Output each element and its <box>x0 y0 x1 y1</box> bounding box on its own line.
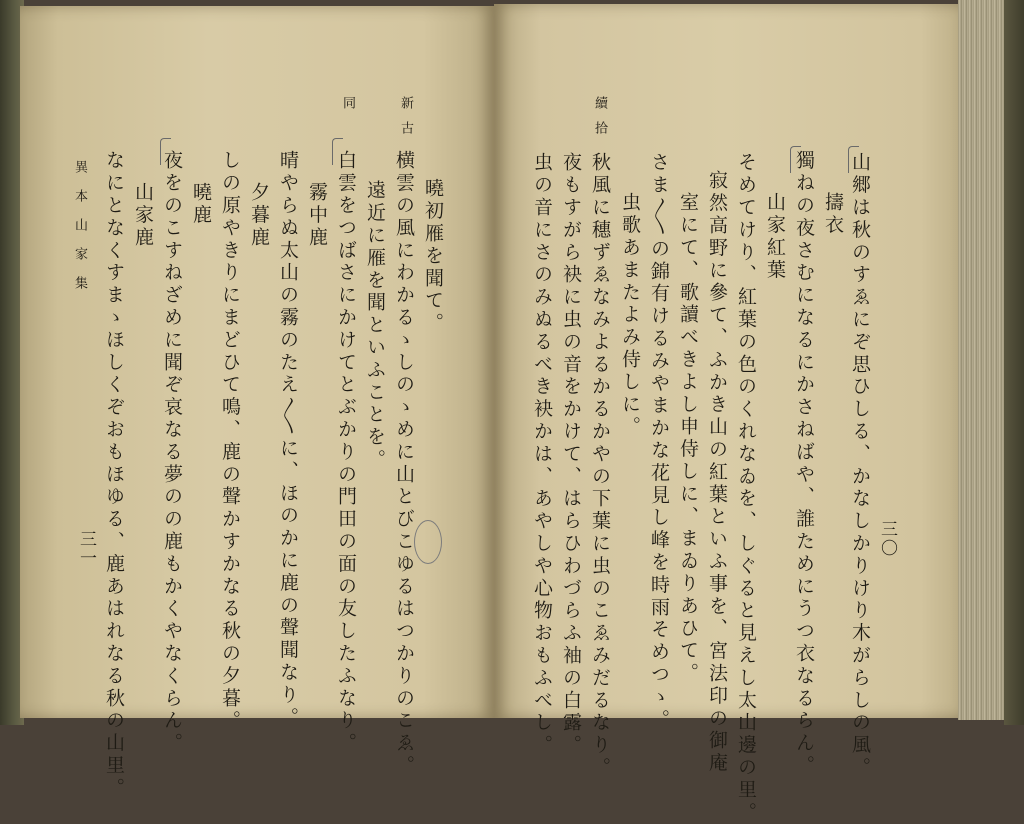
source-label: 新古 <box>398 96 413 146</box>
poem-line: しの原やきりにまどひて鳴、鹿の聲かすかなる秋の夕暮。 <box>219 150 241 733</box>
pencil-mark <box>160 138 171 165</box>
poem-heading: 山家紅葉 <box>764 192 786 282</box>
book-cover-right <box>1004 0 1024 725</box>
poem-line: なにとなくすまゝほしくぞおもほゆる、鹿あはれなる秋の山里。 <box>103 150 125 800</box>
prose-line: 曉初雁を聞て。 <box>422 178 444 335</box>
poem-heading: 擣衣 <box>822 192 844 237</box>
pencil-circle-mark <box>414 520 442 564</box>
source-label: 續拾 <box>592 96 607 146</box>
pencil-mark <box>332 138 343 165</box>
page-number: 三〇 <box>877 520 897 558</box>
poem-line: さま〳〵の錦有けるみやまかな花見し峰を時雨そめつゝ。 <box>648 152 670 731</box>
page-number: 三一 <box>76 530 96 568</box>
poem-line: 夜をのこすねざめに聞ぞ哀なる夢のの鹿もかくやなくらん。 <box>161 150 183 755</box>
prose-line: 寂然高野に參て、ふかき山の紅葉といふ事を、宮法印の御庵 <box>706 170 728 775</box>
running-title: 異本山家集 <box>72 160 87 305</box>
poem-line: 山郷は秋のすゑにぞ思ひしる、かなしかりけり木がらしの風。 <box>849 152 871 780</box>
poem-heading: 霧中鹿 <box>306 182 328 250</box>
pencil-mark <box>790 146 801 173</box>
poem-line: そめてけり、紅葉の色のくれなゐを、しぐると見えし太山邊の里。 <box>735 152 757 824</box>
poem-heading: 山家鹿 <box>132 182 154 250</box>
prose-line: 虫歌あまたよみ侍しに。 <box>619 192 641 439</box>
poem-line: 虫の音にさのみぬるべき袂かは、あやしや心物おもふべし。 <box>531 152 553 757</box>
poem-line: 夜もすがら袂に虫の音をかけて、はらひわづらふ袖の白露。 <box>560 152 582 757</box>
source-label: 同 <box>340 96 355 121</box>
poem-line: 秋風に穗ずゑなみよるかるかやの下葉に虫のこゑみだるなり。 <box>589 152 611 780</box>
poem-line: 白雲をつばさにかけてとぶかりの門田の面の友したふなり。 <box>335 150 357 755</box>
prose-line: 室にて、歌讀べきよし申侍しに、まゐりあひて。 <box>677 192 699 685</box>
poem-line: 獨ねの夜さむになるにかさねばや、誰ためにうつ衣なるらん。 <box>793 150 815 778</box>
poem-heading: 曉鹿 <box>190 182 212 227</box>
page-edges <box>958 0 1008 720</box>
poem-line: 横雲の風にわかるゝしのゝめに山とびこゆるはつかりのこゑ。 <box>393 150 415 778</box>
poem-line: 晴やらぬ太山の霧のたえ〳〵に、ほのかに鹿の聲聞なり。 <box>277 150 299 729</box>
left-page <box>20 6 494 718</box>
pencil-mark <box>848 146 859 173</box>
poem-heading: 夕暮鹿 <box>248 182 270 250</box>
prose-line: 遠近に雁を聞といふことを。 <box>364 180 386 472</box>
